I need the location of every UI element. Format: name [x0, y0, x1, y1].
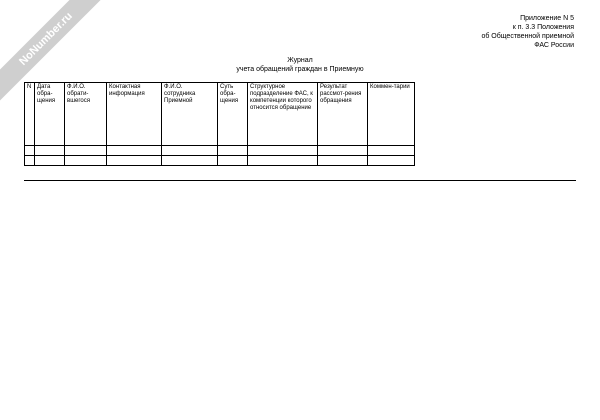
- table-header-row: [25, 83, 415, 146]
- header-number: N: [25, 83, 35, 146]
- title-line-2: учета обращений граждан в Приемную: [236, 66, 364, 73]
- appendix-line-3: об Общественной приемной: [481, 33, 574, 40]
- table-cell: [35, 146, 65, 156]
- document-title: [0, 56, 600, 74]
- table-cell: [368, 146, 415, 156]
- header-result: Результат рассмот-рения обращения: [318, 83, 368, 146]
- header-applicant-name: Ф.И.О. обрати-вшегося: [65, 83, 107, 146]
- table-cell: [248, 146, 318, 156]
- watermark-text: NoNumber.ru: [0, 0, 117, 110]
- journal-table: [24, 82, 415, 166]
- table-cell: [162, 156, 218, 166]
- title-line-1: Журнал: [287, 57, 313, 64]
- header-contact-info: Контактная информация: [107, 83, 162, 146]
- appendix-reference: [481, 14, 574, 50]
- header-staff-name: Ф.И.О. сотрудника Приемной: [162, 83, 218, 146]
- table-cell: [218, 146, 248, 156]
- table-body: [25, 146, 415, 166]
- table-cell: [248, 156, 318, 166]
- table-row: [25, 156, 415, 166]
- horizontal-rule: [24, 180, 576, 181]
- appendix-line-2: к п. 3.3 Положения: [512, 24, 574, 31]
- table-cell: [65, 146, 107, 156]
- header-comments: Коммен-тарии: [368, 83, 415, 146]
- table-cell: [162, 146, 218, 156]
- table-cell: [65, 156, 107, 166]
- table-cell: [25, 146, 35, 156]
- table-cell: [318, 156, 368, 166]
- table-cell: [107, 156, 162, 166]
- table-row: [25, 146, 415, 156]
- table-cell: [25, 156, 35, 166]
- table-cell: [107, 146, 162, 156]
- appendix-line-4: ФАС России: [534, 42, 574, 49]
- header-essence: Суть обра-щения: [218, 83, 248, 146]
- header-department: Структурное подразделение ФАС, к компетенции которого относится обращение: [248, 83, 318, 146]
- header-date: Дата обра-щения: [35, 83, 65, 146]
- table-cell: [318, 146, 368, 156]
- table-cell: [218, 156, 248, 166]
- table-cell: [368, 156, 415, 166]
- table-cell: [35, 156, 65, 166]
- appendix-line-1: Приложение N 5: [520, 15, 574, 22]
